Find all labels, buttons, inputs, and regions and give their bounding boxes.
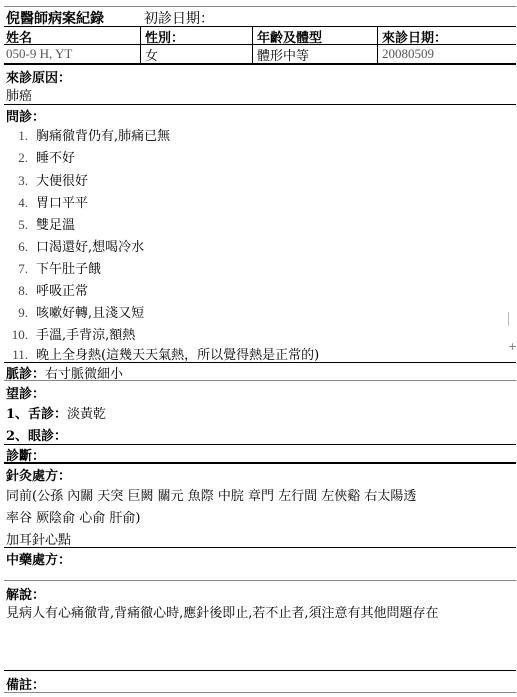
- inquiry-item-text: 胃口平平: [36, 196, 89, 211]
- inquiry-item-text: 晚上全身熱(這幾天天氣熱，所以覺得熱是正常的): [36, 348, 320, 363]
- margin-plus-icon: +: [507, 340, 517, 353]
- pulse-divider: [4, 380, 516, 381]
- inquiry-item-number: 8.: [18, 283, 28, 298]
- record-title: 倪醫師病案紀錄: [6, 11, 104, 27]
- inquiry-item-number: 11.: [12, 347, 28, 362]
- inquiry-item-text: 胸痛徹背仍有,肺痛已無: [36, 129, 171, 144]
- inquiry-item: [10, 170, 88, 189]
- inquiry-item: [10, 302, 144, 321]
- visit-date-header: 來診日期：: [382, 31, 448, 46]
- top-border: [4, 6, 516, 7]
- inquiry-item-text: 咳嗽好轉,且淺又短: [36, 306, 145, 321]
- sex-value: 女: [145, 49, 159, 64]
- tongue-value: 淡黃乾: [67, 407, 107, 422]
- table-col-divider-2: [252, 26, 253, 63]
- tongue-row: [6, 403, 106, 422]
- inquiry-item-number: 4.: [18, 195, 28, 210]
- notes-label: 備註：: [6, 678, 46, 693]
- tongue-label: 1、舌診：: [6, 407, 68, 422]
- inquiry-item-number: 1.: [18, 128, 28, 143]
- inquiry-item: [10, 280, 88, 299]
- explanation-divider: [4, 670, 516, 671]
- name-value: 050-9 H, YT: [6, 46, 73, 61]
- eye-label: 2、眼診：: [6, 429, 68, 444]
- inquiry-item-text: 口渴還好,想喝冷水: [36, 240, 145, 255]
- table-col-divider-3: [377, 26, 378, 63]
- inquiry-item-number: 5.: [18, 217, 28, 232]
- inquiry-item-number: 3.: [18, 173, 28, 188]
- age-build-value: 體形中等: [257, 49, 310, 64]
- inquiry-item-text: 下午肚子餓: [36, 262, 102, 277]
- inspection-divider: [4, 444, 516, 445]
- inquiry-item: [10, 344, 319, 363]
- table-col-divider-1: [140, 26, 141, 63]
- inquiry-item: [10, 258, 101, 277]
- inquiry-item-text: 手溫,手背涼,額熱: [36, 328, 136, 343]
- age-build-header: 年齡及體型: [257, 31, 323, 46]
- herbal-label: 中藥處方：: [6, 553, 72, 568]
- acupuncture-points-line2: 率谷 厥陰俞 心俞 肝俞): [6, 511, 141, 526]
- inquiry-item-text: 雙足溫: [36, 218, 76, 233]
- ear-acupuncture: 加耳針心點: [6, 533, 72, 548]
- name-header: 姓名: [6, 31, 33, 46]
- inquiry-item: [10, 192, 88, 211]
- reason-divider: [4, 104, 516, 105]
- inquiry-item: [10, 324, 135, 343]
- inquiry-label: 問診：: [6, 110, 46, 125]
- inspection-label: 望診：: [6, 387, 46, 402]
- inquiry-item-number: 7.: [18, 261, 28, 276]
- acupuncture-points-line1: 同前(公孫 內關 天突 巨闕 關元 魚際 中脘 章門 左行間 左俠谿 右太陽透: [6, 489, 417, 504]
- explanation-label: 解說：: [6, 588, 46, 603]
- inquiry-item-text: 大便很好: [36, 174, 89, 189]
- acupuncture-divider: [4, 547, 516, 548]
- diagnosis-divider: [4, 462, 516, 464]
- inquiry-item: [10, 147, 75, 166]
- info-table-bottom-border: [4, 63, 516, 65]
- margin-marker-bar: [508, 312, 517, 326]
- inquiry-item-number: 10.: [11, 327, 28, 342]
- inquiry-item-text: 呼吸正常: [36, 284, 89, 299]
- inquiry-item: [10, 125, 170, 144]
- explanation-text: 見病人有心痛徹背,背痛徹心時,應針後即止,若不止者,須注意有其他問題存在: [6, 606, 439, 621]
- first-visit-label: 初診日期：: [144, 11, 214, 27]
- inquiry-item-number: 6.: [18, 239, 28, 254]
- pulse-label: 脈診：: [6, 367, 46, 382]
- inquiry-item-number: 9.: [18, 305, 28, 320]
- pulse-value: 右寸脈微細小: [45, 367, 124, 382]
- sex-header: 性別：: [145, 31, 185, 46]
- reason-value: 肺癌: [6, 89, 33, 104]
- inquiry-item-number: 2.: [18, 150, 28, 165]
- acupuncture-label: 針灸處方：: [6, 469, 72, 484]
- bottom-border: [4, 692, 516, 693]
- herbal-divider: [4, 580, 516, 581]
- visit-date-value: 20080509: [382, 46, 434, 61]
- reason-label: 來診原因：: [6, 71, 72, 86]
- inquiry-item: [10, 214, 75, 233]
- inquiry-item-text: 睡不好: [36, 151, 76, 166]
- diagnosis-label: 診斷：: [6, 449, 46, 464]
- inquiry-item: [10, 236, 144, 255]
